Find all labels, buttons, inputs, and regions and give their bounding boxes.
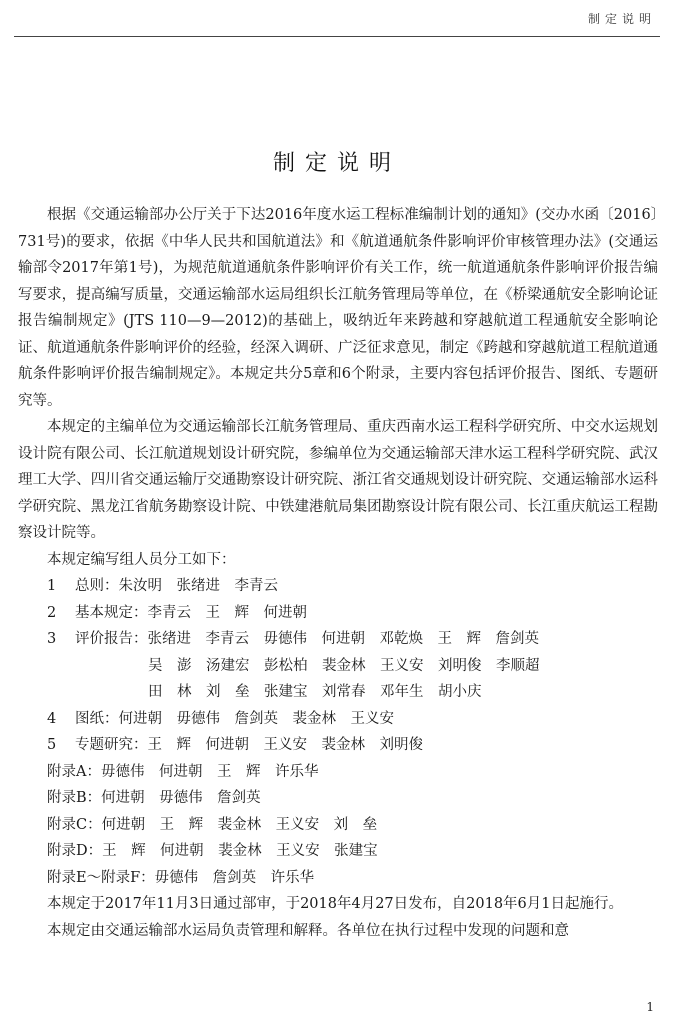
staff-item bbox=[18, 573, 658, 600]
staff-item-text: 图纸：何进朝 毋德伟 詹剑英 裴金林 王义安 bbox=[75, 710, 394, 727]
staff-item-text: 专题研究：王 辉 何进朝 王义安 裴金林 刘明俊 bbox=[75, 737, 423, 753]
paragraph-management: 本规定由交通运输部水运局负责管理和解释。各单位在执行过程中发现的问题和意 bbox=[47, 922, 569, 939]
staff-item bbox=[18, 626, 658, 653]
appendix-item: 附录C：何进朝 王 辉 裴金林 王义安 刘 垒 bbox=[47, 816, 378, 833]
document-body bbox=[18, 202, 658, 944]
staff-item-text: 评价报告：张绪进 李青云 毋德伟 何进朝 邓乾焕 王 辉 詹剑英 bbox=[75, 631, 539, 647]
appendix-item: 附录B：何进朝 毋德伟 詹剑英 bbox=[47, 790, 261, 806]
staff-item-continuation: 吴 澎 汤建宏 彭松柏 裴金林 王义安 刘明俊 李顺超 bbox=[148, 657, 540, 674]
staff-item bbox=[18, 706, 658, 733]
staff-item-number: 2 bbox=[47, 604, 57, 621]
staff-item-continuation: 田 林 刘 垒 张建宝 刘常春 邓年生 胡小庆 bbox=[148, 684, 482, 700]
staff-item-text: 总则：朱汝明 张绪进 李青云 bbox=[75, 578, 278, 594]
header-rule bbox=[14, 36, 660, 37]
staff-item bbox=[18, 600, 658, 627]
running-header: 制定说明 bbox=[587, 12, 656, 26]
staff-item-number: 5 bbox=[47, 737, 57, 753]
page-title: 制定说明 bbox=[272, 151, 401, 176]
staff-intro: 本规定编写组人员分工如下： bbox=[47, 551, 236, 568]
staff-item bbox=[18, 732, 658, 759]
appendix-item: 附录A：毋德伟 何进朝 王 辉 许乐华 bbox=[47, 763, 319, 780]
paragraph-units: 本规定的主编单位为交通运输部长江航务管理局、重庆西南水运工程科学研究所、中交水运规划设计院有限公司、长江航道规划设计研究院，参编单位为交通运输部天津水运工程科学研究院、武汉理工大学、四川省交通运输厅交通勘察设计研究院、浙江省交通规划设计研究院、交通运输部水运科学研究院、黑龙江省航务勘察设计院、中铁建港航局集团勘察设计院有限公司、长江重庆航运工程勘察设计院等。 bbox=[18, 419, 658, 541]
staff-item-number: 3 bbox=[47, 631, 57, 647]
paragraph-basis: 根据《交通运输部办公厅关于下达2016年度水运工程标准编制计划的通知》(交办水函〔2016〕731号)的要求，依据《中华人民共和国航道法》和《航道通航条件影响评价审核管理办法》(交通运输部令2017年第1号)，为规范航道通航条件影响评价有关工作，统一航道通航条件影响评价报告编写要求，提高编写质量，交通运输部水运局组织长江航务管理局等单位，在《桥梁通航安全影响论证报告编制规定》(JTS 110—9—2012)的基础上，吸纳近年来跨越和穿越航道工程通航安全影响论证、航道通航条件影响评价的经验，经深入调研、广泛征求意见，制定《跨越和穿越航道工程航道通航条件影响评价报告编制规定》。本规定共分5章和6个附录，主要内容包括评价报告、图纸、专题研究等。 bbox=[18, 207, 658, 409]
staff-item-text: 基本规定：李青云 王 辉 何进朝 bbox=[75, 604, 307, 621]
appendix-item: 附录D：王 辉 何进朝 裴金林 王义安 张建宝 bbox=[47, 843, 378, 859]
page-number: 1 bbox=[646, 1000, 654, 1014]
staff-item-number: 4 bbox=[47, 710, 57, 727]
staff-item-number: 1 bbox=[47, 578, 57, 594]
appendix-item: 附录E～附录F：毋德伟 詹剑英 许乐华 bbox=[47, 869, 315, 886]
paragraph-effective-date: 本规定于2017年11月3日通过部审，于2018年4月27日发布，自2018年6月1日起施行。 bbox=[47, 896, 624, 912]
